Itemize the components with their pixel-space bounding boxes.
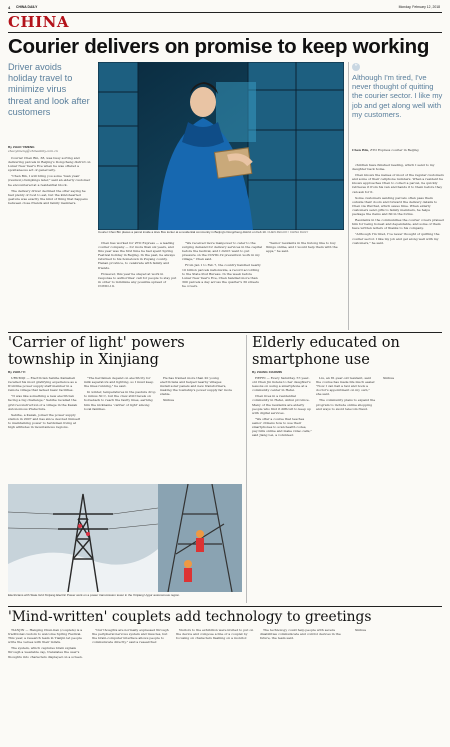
lead-headline: Courier delivers on promise to keep working — [8, 35, 430, 58]
lead-photo-caption-text: Courier Chen Bin places a parcel inside a Hive Box locker at a residential community in Beijing's Dongcheng district on Feb 10. — [98, 230, 267, 234]
lead-paragraph: "Chen Bin, I will bring you some 'tuan yuan' (reunion) dumplings later," said an elderly customer he encountered at a residential block. — [8, 174, 91, 187]
lead-body-col3 — [182, 241, 262, 329]
pullquote-attribution — [352, 148, 444, 152]
story2-paragraph: "It was like something a new electrician facing a big challenge," Sebihe recalled the grid reconstruction of a village in the Kazak Autonomous Prefecture. — [8, 394, 78, 411]
story4-paragraph: The system, which captures brain signals through a wearable cap, translates the user's thoughts into characters displayed on a screen. — [8, 646, 83, 659]
lead-body — [8, 156, 92, 246]
story2-body-col1 — [8, 376, 80, 482]
lead-byline: By ZHAO YIMENG — [8, 145, 35, 149]
lead-body-col4 — [266, 241, 346, 329]
sidebar-paragraph: "Although I'm tired, I've never thought of quitting the courier sector. I like my job and get along well with my customers," he said. — [352, 232, 440, 245]
power-tower-image — [8, 484, 158, 592]
lead-photo — [98, 62, 344, 230]
story4-body-col3 — [176, 628, 256, 742]
story2-paragraph: "The herdsmen depend on electricity for milk separators and lighting, so I must keep the lines running," he said. — [84, 376, 154, 389]
story3-paragraph: Liu, an 81-year-old resident, said the course has made life much easier. "Now I can hail a taxi and book a doctor's appointment on my own," she said. — [316, 376, 376, 397]
lead-paragraph: Chen has worked for ZTO Express — a leading courier company — for more than six years, and this year was the first time he had spent Spring Festival holiday in Beijing. In the past, he always returned to his hometown in Puyang county, Henan province, to celebrate with family and friends. — [98, 241, 175, 270]
story4-body-col1 — [8, 628, 88, 742]
story3-body-col2 — [316, 376, 376, 602]
quote-icon: “ — [352, 63, 360, 71]
story2-photo-left — [8, 484, 158, 592]
page-number: 4 — [8, 5, 11, 10]
story4-body-col2 — [92, 628, 172, 742]
story2-paragraph: URUMQI — Electrician Sebihe Kabieheli recalled his most gratifying experience as a frontline power supply staff member in a remote village that lacked basic facilities. — [8, 376, 77, 393]
lead-paragraph: Courier Chen Bin, 38, was busy sorting and delivering parcels in Beijing's Dongcheng district on Lunar New Year's Eve when he was offered a spontaneous act of generosity. — [8, 156, 91, 173]
sidebar-paragraph: Chen knows the names of most of the regular customers and some of their cellphone numbers. When a resident he knows approaches Chen to collect a parcel, he quickly retrieves it from his van and hands it to them before they can ask for it. — [352, 173, 444, 194]
lead-photo-credit: CHEN ZEGUO / CHINA DAILY — [267, 230, 309, 234]
pullquote-name: Chen Bin, — [352, 148, 370, 152]
story4-headline: 'Mind-written' couplets add technology to greetings — [8, 609, 372, 625]
issue-date: Monday, February 12, 2018 — [398, 5, 440, 9]
story2-photo-right — [158, 484, 242, 592]
story-divider — [8, 606, 442, 607]
story4-body-col4 — [260, 628, 348, 742]
story2-body-col3 — [160, 376, 232, 482]
sidebar-paragraph: Some customers sending parcels often pass them outside their doors and forward the delivery details to Chen via WeChat, which saves time. When elderly customers send gifts to family members, he helps package the items and fill in the forms. — [352, 195, 438, 217]
story3-body-col3 — [380, 376, 442, 602]
pullquote-text: Although I'm tired, I've never thought of quitting the courier sector. I like my job and get along well with my customers. — [352, 73, 443, 119]
lead-paragraph: From Jan 1 to Feb 7, the country handled nearly 10 billion parcels nationwide, a record according to the State Post Bureau. In the week before Lunar New Year's Eve, Chen handled more than 300 parcels a day across the quarter's 30 streets he covers. — [182, 263, 261, 288]
story3-paragraph: Chen lives in a residential community in Hefei, Anhui province. Many of the residents are elderly people who find it difficult to keep up with digital services. — [252, 394, 311, 415]
lead-paragraph: The delivery driver declined the offer saying he had plenty of food to eat, but the kind-hearted gesture was exactly the kind of thing that happens between close friends and family members. — [8, 188, 88, 205]
sidebar-paragraph: children have finished reading, which I send to my daughter back home. — [352, 163, 435, 172]
lead-body-col2 — [98, 241, 178, 329]
story4-paragraph: Visitors to the exhibition were invited to put on the device and compose a line of a couplet by focusing on characters flashing on a monitor. — [176, 628, 254, 641]
story3-paragraph: HEFEI — Every Saturday, 57-year-old Chen Jin listens to her daughter's lessons on using a smartphone at a community center in Hefei. — [252, 376, 311, 393]
story2-paragraph: Xinhua — [163, 398, 175, 403]
pullquote-role: ZTO Express courier in Beijing — [370, 148, 419, 152]
sidebar-paragraph: Residents in the communities the courier covers praised him for being honest and dependable, and some of them have written letters of thanks to his company. — [352, 218, 444, 231]
courier-locker-image — [98, 62, 344, 230]
lead-photo-caption — [98, 231, 344, 235]
section-title: CHINA — [8, 13, 69, 31]
story2-body-col2 — [84, 376, 156, 482]
story2-paragraph: He has trained more than 20 young electricians and helped nearby villages install solar panels and new transformers, making the township's power supply far more stable. — [160, 376, 232, 397]
electricians-image — [158, 484, 242, 592]
story4-paragraph: The technology could help people with severe disabilities communicate and control devices in the future, the team said. — [260, 628, 341, 641]
section-rule — [8, 32, 442, 33]
lead-deck: Driver avoids holiday travel to minimize virus threat and look after customers — [8, 62, 90, 117]
lead-paragraph: "We received more manpower to cater to the surging demand for delivery services in the capital before the festival, and I didn't want to put pressure on the COVID-19 prevention work in my village," Chen said. — [182, 241, 262, 262]
column-divider — [348, 62, 349, 330]
story3-byline: By ZHANG XIAOMIN — [252, 370, 282, 374]
story3-paragraph: Xinhua — [383, 376, 395, 380]
lead-paragraph: "Senior residents in the hutong like to buy things online, and I would help them with the apps," he said. — [266, 241, 338, 254]
column-divider — [246, 335, 247, 603]
lead-email: zhaoyimeng@chinadaily.com.cn — [8, 149, 58, 153]
paper-name: CHINA DAILY — [16, 5, 38, 9]
story2-paragraph: Sebihe, a Kazak, joined the power supply station in 2007 and has since devoted himself to maintaining power to herdsmen living at high altitudes in mountainous regions. — [8, 412, 80, 430]
story-divider — [8, 332, 442, 333]
story4-paragraph: "Our thoughts are normally expressed through the peripheral nervous system and muscles, but the brain-computer interface allows people to communicate directly," said a researcher. — [92, 628, 169, 645]
story2-byline: By ZHOU YI — [8, 370, 26, 374]
story3-headline: Elderly educated on smartphone use — [252, 335, 400, 368]
story4-body-col5 — [352, 628, 442, 742]
lead-paragraph: However, this year he stayed at work in response to authorities' call for people to stay put in order to minimize any possible spread of COVID-19. — [98, 271, 177, 288]
story3-paragraph: The community plans to expand the program to include online shopping and ways to avoid telecom fraud. — [316, 398, 376, 411]
sidebar-body — [352, 163, 444, 329]
story2-paragraph: In winter, temperatures in the pasture drop to minus 30 C, but the crew still travels on horseback to reach the faulty lines, earning him the nickname 'carrier of light' among local families. — [84, 390, 156, 411]
top-rule — [8, 12, 442, 13]
story2-headline: 'Carrier of light' powers township in Xinjiang — [8, 335, 185, 368]
story4-paragraph: TIANJIN — Hanging Chun-lian (couplets) is a traditional custom to welcome Spring Festival. This year, a research team in Tianjin let people write the verses with their minds. — [8, 628, 83, 645]
story2-photo-caption: Electricians with State Grid Xinjiang Electric Power work on a power transmission tower in the Xinjiang Uygur autonomous region. — [8, 593, 180, 597]
story4-paragraph: Xinhua — [355, 628, 367, 632]
story3-body-col1 — [252, 376, 312, 602]
story3-paragraph: "We offer a course that teaches senior citizens how to use their smartphones to scan health codes, pay bills online and make video calls," said Jiang Lei, a volunteer. — [252, 416, 312, 438]
